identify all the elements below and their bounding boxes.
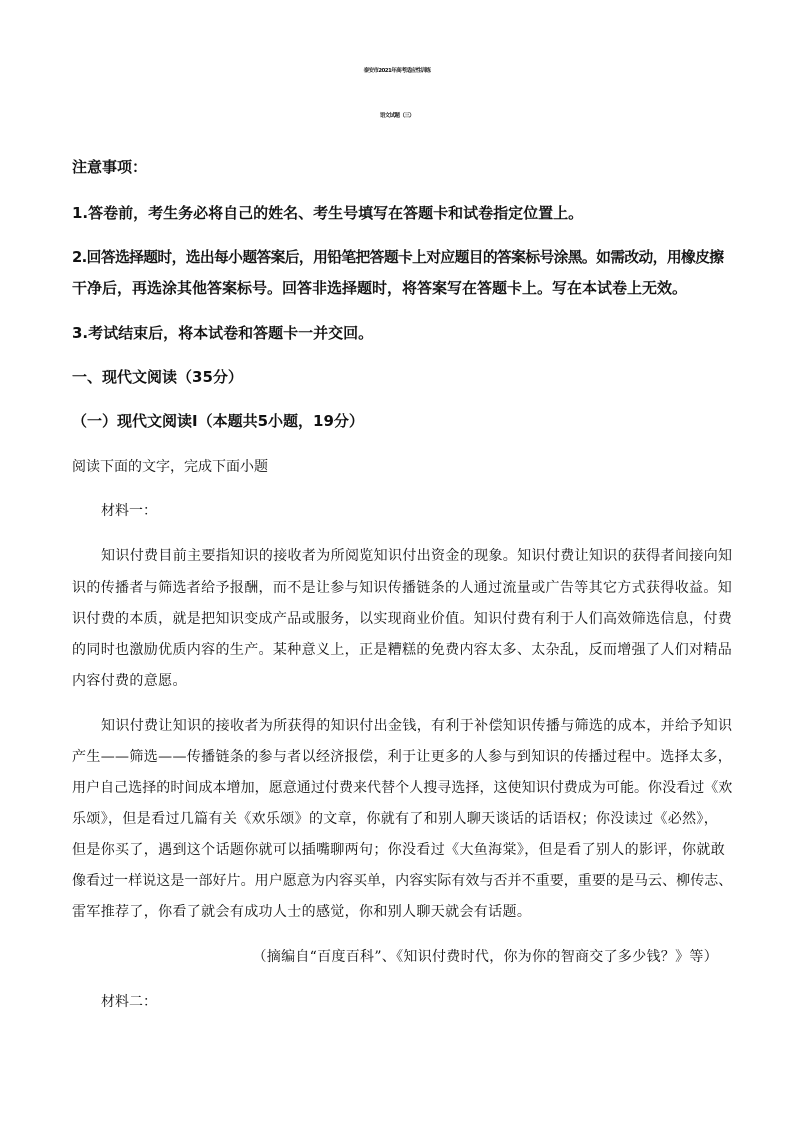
- page-title: 泰安市2021年高考适应性训练: [363, 68, 431, 74]
- notice-heading: 注意事项：: [72, 158, 148, 176]
- material-1-para-1-line: 识付费的本质，就是把知识变成产品或服务，以实现商业价值。知识付费有利于人们高效筛选信息，付费: [72, 611, 733, 627]
- section-heading: 一、现代文阅读（35分）: [72, 368, 243, 386]
- notice-item-1: 1.答卷前，考生务必将自己的姓名、考生号填写在答题卡和试卷指定位置上。: [72, 204, 584, 222]
- notice-item-2-line-2: 干净后，再选涂其他答案标号。回答非选择题时，将答案写在答题卡上。写在本试卷上无效。: [72, 279, 688, 297]
- material-1-para-2-line: 雷军推荐了，你看了就会有成功人士的感觉，你和别人聊天就会有话题。: [72, 904, 532, 920]
- material-1-para-2-line: 用户自己选择的时间成本增加，愿意通过付费来代替个人搜寻选择，这使知识付费成为可能。你没看过《欢: [72, 780, 733, 796]
- material-1-para-2-line: 知识付费让知识的接收者为所获得的知识付出金钱，有利于补偿知识传播与筛选的成本，并给予知识: [101, 718, 733, 734]
- section-subheading: （一）现代文阅读Ⅰ（本题共5小题，19分）: [72, 412, 364, 430]
- material-2-label: 材料二：: [101, 994, 157, 1010]
- reading-instruction: 阅读下面的文字，完成下面小题: [72, 459, 268, 475]
- material-1-source: （摘编自“百度百科”、《知识付费时代，你为你的智商交了多少钱？》等）: [252, 949, 718, 965]
- material-1-para-1-line: 的同时也激励优质内容的生产。某种意义上，正是糟糕的免费内容太多、太杂乱，反而增强了人们对精品: [72, 642, 733, 658]
- material-1-para-1-line: 内容付费的意愿。: [72, 673, 187, 689]
- material-1-para-2-line: 乐颂》，但是看过几篇有关《欢乐颂》的文章，你就有了和别人聊天谈话的话语权；你没读过《必然》，: [72, 811, 719, 827]
- notice-item-3: 3.考试结束后，将本试卷和答题卡一并交回。: [72, 324, 374, 342]
- notice-item-2-line-1: 2.回答选择题时，选出每小题答案后，用铅笔把答题卡上对应题目的答案标号涂黑。如需改动，用橡皮擦: [72, 249, 724, 266]
- material-1-para-2-line: 产生——筛选——传播链条的参与者以经济报偿，利于让更多的人参与到知识的传播过程中。选择太多，: [72, 749, 733, 765]
- material-1-para-2-line: 但是你买了，遇到这个话题你就可以插嘴聊两句；你没看过《大鱼海棠》，但是看了别人的影评，你就敢: [72, 842, 726, 858]
- page-subtitle: 语文试题（三）: [379, 113, 415, 119]
- material-1-para-1-line: 知识付费目前主要指知识的接收者为所阅览知识付出资金的现象。知识付费让知识的获得者间接向知: [101, 548, 733, 564]
- material-1-para-2-line: 像看过一样说这是一部好片。用户愿意为内容买单，内容实际有效与否并不重要，重要的是马云、柳传志、: [72, 873, 733, 889]
- material-1-para-1-line: 识的传播者与筛选者给予报酬，而不是让参与知识传播链条的人通过流量或广告等其它方式获得收益。知: [72, 580, 733, 596]
- material-1-label: 材料一：: [101, 503, 157, 519]
